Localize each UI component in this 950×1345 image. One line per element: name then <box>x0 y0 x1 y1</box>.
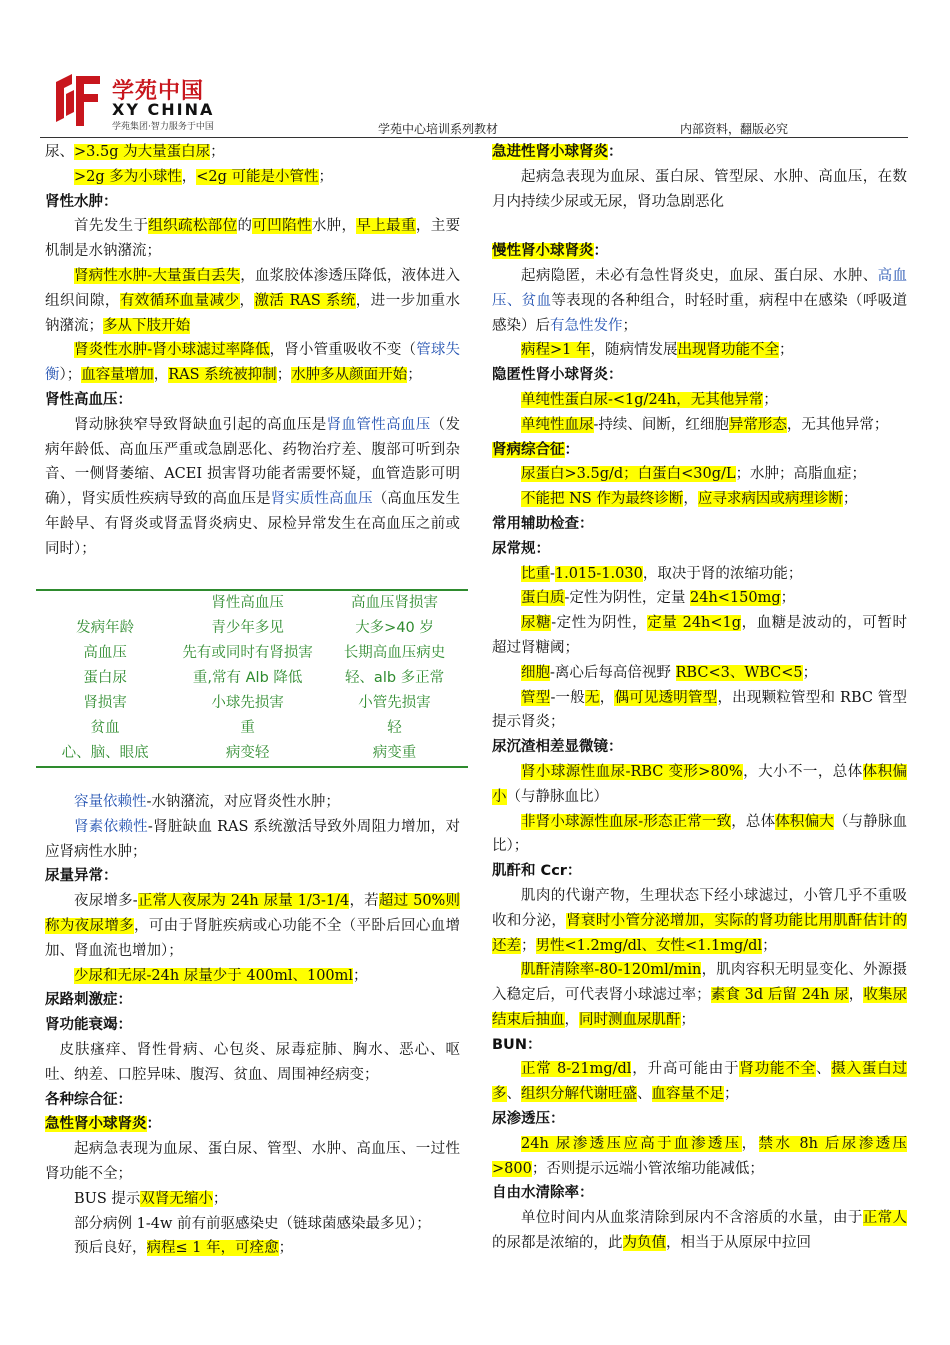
table-cell: 发病年龄 <box>76 620 135 636</box>
paragraph: 皮肤瘙痒、肾性骨病、心包炎、尿毒症肺、胸水、恶心、呕吐、纳差、口腔异味、腹泻、贫血、周围神经病变； <box>45 1041 460 1083</box>
paragraph: 少尿和无尿-24h 尿量少于 400ml、100ml； <box>74 967 368 984</box>
table-cell: 小球先损害 <box>211 695 284 711</box>
section-heading: BUN： <box>492 1036 542 1053</box>
paragraph: 夜尿增多-正常人夜尿为 24h 尿量 1/3-1/4，若超过 50%则称为夜尿增多，可由于肾脏疾病或心功能不全（平卧后回心血增加、肾血流也增加）； <box>45 893 461 959</box>
paragraph: 起病急表现为血尿、蛋白尿、管型尿、水肿、高血压，在数月内持续少尿或无尿，肾功急剧恶化 <box>492 168 907 210</box>
section-heading: 尿路刺激症： <box>45 992 132 1009</box>
logo-tagline: 学苑集团·智力服务于中国 <box>112 122 214 132</box>
paragraph: 非肾小球源性血尿-形态正常一致，总体体积偏大（与静脉血比）； <box>492 813 908 855</box>
section-heading: 急进性肾小球肾炎： <box>492 144 623 160</box>
section-heading: 隐匿性肾小球肾炎： <box>492 367 623 384</box>
paragraph: 24h 尿渗透压应高于血渗透压，禁水 8h 后尿渗透压>800；否则提示远端小管浓缩功能减低； <box>492 1135 907 1177</box>
paragraph: BUS 提示双肾无缩小； <box>74 1190 228 1207</box>
table-row <box>36 716 468 741</box>
table-cell: 先有或同时有肾损害 <box>182 645 313 661</box>
paragraph: 不能把 NS 作为最终诊断，应寻求病因或病理诊断； <box>521 491 858 508</box>
logo-english-name: XY CHINA <box>112 100 215 119</box>
section-heading: 肾性高血压： <box>45 391 132 408</box>
paragraph: >2g 多为小球性，<2g 可能是小管性； <box>74 168 334 185</box>
section-heading: 尿沉渣相差显微镜： <box>492 739 623 756</box>
paragraph: 比重-1.015-1.030，取决于肾的浓缩功能； <box>521 565 803 582</box>
paragraph: 首先发生于组织疏松部位的可凹陷性水肿，早上最重，主要机制是水钠潴流； <box>45 218 461 260</box>
section-heading: 肾性水肿： <box>45 193 118 210</box>
paragraph: 尿蛋白>3.5g/d；白蛋白<30g/L；水肿；高脂血症； <box>521 466 867 483</box>
table-cell: 轻 <box>387 720 402 736</box>
section-heading: 常用辅助检查： <box>492 515 594 532</box>
comparison-table <box>36 589 468 768</box>
section-heading: 肌酐和 Ccr： <box>492 863 582 880</box>
table-row <box>36 641 468 666</box>
table-cell: 重,常有 Alb 降低 <box>192 670 303 686</box>
spacer <box>492 214 907 239</box>
header-divider <box>40 137 908 138</box>
section-heading: 尿量异常： <box>45 868 118 885</box>
table-cell: 长期高血压病史 <box>343 645 446 661</box>
paragraph: 肾炎性水肿-肾小球滤过率降低，肾小管重吸收不变（管球失衡）；血容量增加，RAS 系统被抑制；水肿多从颜面开始； <box>45 342 461 384</box>
paragraph: 肾病性水肿-大量蛋白丢失，血浆胶体渗透压降低，液体进入组织间隙，有效循环血量减少，激活 RAS 系统，进一步加重水钠潴流；多从下肢开始 <box>45 267 461 334</box>
right-column <box>492 140 907 1256</box>
logo-icon <box>50 72 104 128</box>
paragraph: 起病隐匿，未必有急性肾炎史，血尿、蛋白尿、水肿、高血压、贫血等表现的各种组合，时轻时重，病程中在感染（呼吸道感染）后有急性发作； <box>492 267 908 334</box>
paragraph: 肾小球源性血尿-RBC 变形>80%，大小不一，总体体积偏小（与静脉血比） <box>492 763 908 805</box>
table-cell: 蛋白尿 <box>83 670 127 686</box>
table-cell: 小管先损害 <box>358 695 431 711</box>
paragraph: 容量依赖性-水钠潴流，对应肾炎性水肿； <box>74 794 340 810</box>
paragraph: 单位时间内从血浆清除到尿内不含溶质的水量，由于正常人的尿都是浓缩的，此为负值，相当于从原尿中拉回 <box>492 1210 908 1252</box>
table-cell <box>36 590 174 616</box>
paragraph: 肾素依赖性-肾脏缺血 RAS 系统激活导致外周阻力增加，对应肾病性水肿； <box>45 818 460 860</box>
paragraph: 病程>1 年，随病情发展出现肾功能不全； <box>521 342 794 359</box>
section-heading: 慢性肾小球肾炎： <box>492 243 608 260</box>
paragraph: 细胞-离心后每高倍视野 RBC<3、WBC<5； <box>521 664 818 681</box>
table-cell: 心、脑、眼底 <box>36 741 174 767</box>
section-heading: 肾功能衰竭： <box>45 1017 132 1034</box>
paragraph: 单纯性蛋白尿-<1g/24h，无其他异常； <box>521 391 778 408</box>
paragraph: 尿、>3.5g 为大量蛋白尿； <box>45 144 225 160</box>
table-cell: 肾损害 <box>83 695 127 711</box>
series-title: 学苑中心培训系列教材 <box>378 122 499 136</box>
section-heading: 各种综合征： <box>45 1091 132 1108</box>
paragraph: 尿糖-定性为阴性，定量 24h<1g，血糖是波动的，可暂时超过肾糖阈； <box>492 615 908 656</box>
table-row <box>36 691 468 716</box>
left-column-lower <box>45 790 460 1261</box>
table-cell: 贫血 <box>90 720 120 736</box>
table-row <box>36 741 468 767</box>
table-cell: 高血压肾损害 <box>321 590 468 616</box>
paragraph: 单纯性血尿-持续、间断，红细胞异常形态，无其他异常； <box>521 416 889 433</box>
left-column <box>45 140 460 562</box>
section-heading: 尿常规： <box>492 540 550 557</box>
table-cell: 青少年多见 <box>211 620 284 636</box>
table-cell: 病变重 <box>321 741 468 767</box>
section-heading: 自由水清除率： <box>492 1185 594 1202</box>
table-row <box>36 666 468 691</box>
paragraph: 蛋白质-定性为阴性，定量 24h<150mg； <box>521 590 796 607</box>
page-header <box>0 0 950 138</box>
paragraph: 管型-一般无，偶可见透明管型，出现颗粒管型和 RBC 管型提示肾炎； <box>492 689 908 731</box>
paragraph: 部分病例 1-4w 前有前驱感染史（链球菌感染最多见）； <box>74 1215 431 1232</box>
table-cell: 病变轻 <box>174 741 321 767</box>
section-heading: 尿渗透压： <box>492 1111 565 1128</box>
paragraph: 肌酐清除率-80-120ml/min，肌肉容积无明显变化、外源摄入稳定后，可代表肾小球滤过率；素食 3d 后留 24h 尿，收集尿结束后抽血，同时测血尿肌酐； <box>492 962 908 1028</box>
paragraph: 肌肉的代谢产物，生理状态下经小球滤过，小管几乎不重吸收和分泌，肾衰时小管分泌增加，实际的肾功能比用肌酐估计的还差；男性<1.2mg/dl、女性<1.1mg/dl； <box>492 887 908 954</box>
section-heading: 肾病综合征： <box>492 441 579 458</box>
logo-chinese-name: 学苑中国 <box>112 79 205 104</box>
section-heading: 急性肾小球肾炎： <box>45 1116 161 1133</box>
paragraph: 起病急表现为血尿、蛋白尿、管型、水肿、高血压、一过性肾功能不全； <box>45 1141 460 1182</box>
table-header-row <box>36 590 468 616</box>
copyright-notice: 内部资料，翻版必究 <box>680 122 789 136</box>
table-cell: 高血压 <box>83 645 127 661</box>
paragraph: 预后良好，病程≤ 1 年，可痊愈； <box>74 1240 294 1257</box>
paragraph: 正常 8-21mg/dl，升高可能由于肾功能不全、摄入蛋白过多、组织分解代谢旺盛、血容量不足； <box>492 1061 908 1103</box>
table-row <box>36 616 468 641</box>
table-cell: 肾性高血压 <box>174 590 321 616</box>
paragraph: 肾动脉狭窄导致肾缺血引起的高血压是肾血管性高血压（发病年龄低、高血压严重或急剧恶化、药物治疗差、腹部可听到杂音、一侧肾萎缩、ACEI 损害肾功能者需要怀疑，血管造影可明确），肾实质性疾病导致的高血压是肾实质性高血压（高血压发生年龄早、有肾炎或肾盂肾炎病史、尿检异常发生在高血压之前或同时）； <box>45 416 461 557</box>
table-cell: 大多>40 岁 <box>355 620 434 636</box>
table-cell: 重 <box>240 720 255 736</box>
table-cell: 轻、alb 多正常 <box>344 670 445 686</box>
